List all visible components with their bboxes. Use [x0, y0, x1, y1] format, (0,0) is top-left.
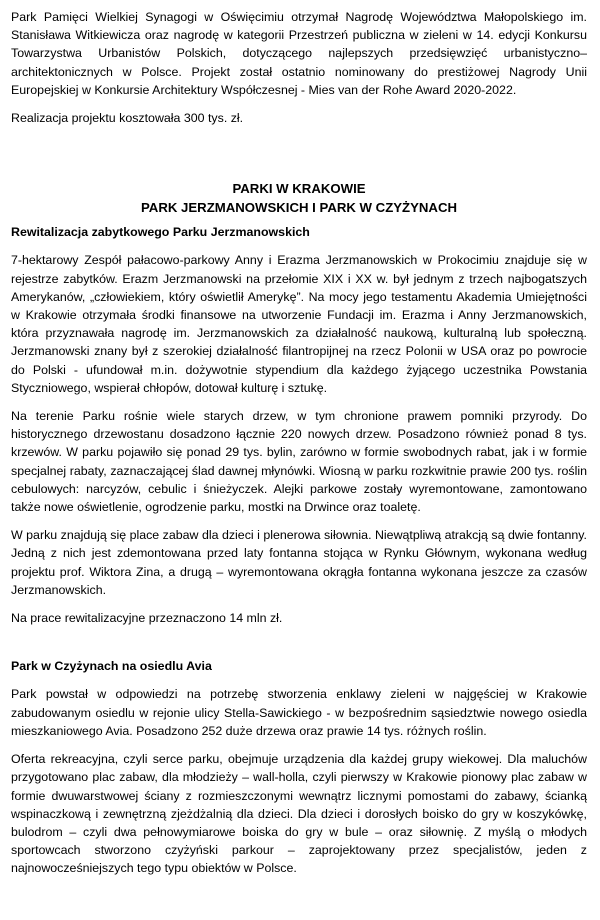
jerzmanowskich-heading: Rewitalizacja zabytkowego Parku Jerzmanowskich — [11, 225, 310, 240]
intro-paragraph-awards: Park Pamięci Wielkiej Synagogi w Oświęcimiu otrzymał Nagrodę Województwa Małopolskiego im. Stanisława Witkiewicza oraz nagrodę w kategorii Przestrzeń publiczna w zieleni w 14. edycji Konkursu Towarzystwa Urbanistów Polskich, dotyczącego najlepszych przedsięwzięć urbanistyczno–architektonicznych w Polsce. Projekt został ostatnio nominowany do prestiżowej Nagrody Unii Europejskiej w Konkursie Architektury Współczesnej - Mies van der Rohe Award 2020-2022. — [11, 10, 587, 97]
czyzyny-paragraph-origin: Park powstał w odpowiedzi na potrzebę stworzenia enklawy zieleni w najgęściej w Krakowie zabudowanym osiedlu w rejonie ulicy Stella-Sawickiego - w bezpośrednim sąsiedztwie nowego osiedla mieszkaniowego Avia. Posadzono 252 duże drzewa oraz prawie 14 tys. różnych roślin. — [11, 687, 587, 738]
jerzmanowskich-paragraph-plants: Na terenie Parku rośnie wiele starych drzew, w tym chronione prawem pomniki przyrody. Do historycznego drzewostanu dosadzono łącznie 220 nowych drzew. Posadzono również ponad 8 tys. krzewów. W parku pojawiło się ponad 29 tys. bylin, zarówno w formie swobodnych rabat, jak i w formie specjalnej rabaty, zaznaczającej ślad dawnej młynówki. Wiosną w parku rozkwitnie prawie 200 tys. roślin cebulowych: narcyzów, cebulic i śnieżyczek. Alejki parkowe zostały wyremontowane, zamontowano także nowe oświetlenie, ogrodzenie parku, mostki na Drwince oraz toaletę. — [11, 409, 587, 515]
document-page — [11, 8, 587, 878]
section-title-line2: PARK JERZMANOWSKICH I PARK W CZYŻYNACH — [140, 200, 457, 216]
intro-paragraph-cost: Realizacja projektu kosztowała 300 tys. zł. — [11, 111, 244, 126]
czyzyny-heading: Park w Czyżynach na osiedlu Avia — [11, 659, 212, 674]
section-title-line1: PARKI W KRAKOWIE — [232, 181, 366, 197]
czyzyny-paragraph-recreation: Oferta rekreacyjna, czyli serce parku, obejmuje urządzenia dla każdej grupy wiekowej. Dla maluchów przygotowano plac zabaw, dla młodzieży – wall-holla, czyli pierwszy w Krakowie pionowy plac zabaw w formie dwuwarstwowej ściany z rozmieszczonymi wewnątrz licznymi pomostami do zabawy, ścianką wspinaczkową i zewnętrzną zjeżdżalnią dla dzieci. Dla dzieci i dorosłych boisko do gry w koszykówkę, bulodrom – czyli dwa pełnowymiarowe boiska do gry w bule – oraz siłownię. Z myślą o młodych sportowcach stworzono czyżyński parkour – zaprojektowany przez specjalistów, jeden z najnowocześniejszych tego typu obiektów w Polsce. — [11, 752, 587, 876]
jerzmanowskich-paragraph-fountains: W parku znajdują się place zabaw dla dzieci i plenerowa siłownia. Niewątpliwą atrakcją są dwie fontanny. Jedną z nich jest zdemontowana przed laty fontanna stojąca w Rynku Głównym, wykonana według projektu prof. Wiktora Zina, a drugą – wyremontowana okrągła fontanna wykonana jeszcze za czasów Jerzmanowskich. — [11, 528, 587, 597]
jerzmanowskich-paragraph-budget: Na prace rewitalizacyjne przeznaczono 14 mln zł. — [11, 611, 283, 626]
jerzmanowskich-paragraph-history: 7-hektarowy Zespół pałacowo-parkowy Anny i Erazma Jerzmanowskich w Prokocimiu znajduje się w rejestrze zabytków. Erazm Jerzmanowski na przełomie XIX i XX w. był jednym z trzech najbogatszych Amerykanów, „człowiekiem, który oświetlił Amerykę”. Na mocy jego testamentu Akademia Umiejętności w Krakowie otrzymała środki finansowe na utworzenie Fundacji im. Erazma i Anny Jerzmanowskich, która przyznawała nagrodę im. Jerzmanowskich za działalność naukową, kulturalną lub społeczną. Jerzmanowski znany był z szerokiej działalność filantropijnej na rzecz Polonii w USA oraz po powrocie do Polski - ufundował m.in. dożywotnie stypendium dla każdego żyjącego uczestnika Powstania Styczniowego, wspierał chłopów, dotował kulturę i sztukę. — [11, 253, 587, 395]
